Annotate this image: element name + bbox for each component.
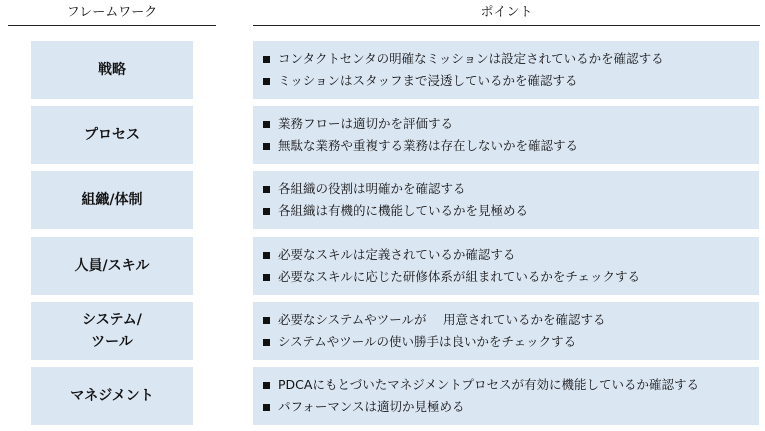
square-bullet-icon [263, 78, 270, 85]
point-item [263, 115, 759, 133]
points-systems-tools [253, 302, 759, 360]
square-bullet-icon [263, 143, 270, 150]
point-text: 各組織の役割は明確かを確認する [278, 181, 466, 196]
points-column-header: ポイント [253, 0, 760, 26]
point-item [263, 246, 759, 264]
square-bullet-icon [263, 317, 270, 324]
category-personnel-skills: 人員/スキル [31, 237, 193, 295]
points-personnel-skills [253, 237, 759, 295]
category-strategy: 戦略 [31, 41, 193, 99]
point-text: 必要なスキルに応じた研修体系が組まれているかをチェックする [278, 269, 641, 284]
point-text: パフォーマンスは適切か見極める [278, 399, 465, 414]
point-text: 各組織は有機的に機能しているかを見極める [278, 203, 529, 218]
square-bullet-icon [263, 208, 270, 215]
point-text: システムやツールの使い勝手は良いかをチェックする [278, 334, 577, 349]
table-row-process [0, 106, 765, 164]
square-bullet-icon [263, 186, 270, 193]
point-item [263, 180, 759, 198]
framework-column-header: フレームワーク [8, 0, 216, 26]
category-process: プロセス [31, 106, 193, 164]
points-management [253, 367, 759, 425]
points-strategy [253, 41, 759, 99]
point-text: 必要なシステムやツールが 用意されているかを確認する [278, 312, 606, 327]
table-row-strategy [0, 41, 765, 99]
point-text: コンタクトセンタの明確なミッションは設定されているかを確認する [278, 51, 664, 66]
point-item [263, 72, 759, 90]
category-systems-tools: システム/ ツール [31, 302, 193, 360]
point-item [263, 50, 759, 68]
category-organization: 組織/体制 [31, 171, 193, 229]
point-item [263, 268, 759, 286]
point-item [263, 311, 759, 329]
points-organization [253, 171, 759, 229]
square-bullet-icon [263, 404, 270, 411]
square-bullet-icon [263, 56, 270, 63]
square-bullet-icon [263, 339, 270, 346]
point-text: PDCAにもとづいたマネジメントプロセスが有効に機能しているか確認する [278, 377, 699, 392]
points-process [253, 106, 759, 164]
point-item [263, 398, 759, 416]
table-row-management [0, 367, 765, 425]
point-text: 必要なスキルは定義されているか確認する [278, 247, 516, 262]
point-text: ミッションはスタッフまで浸透しているかを確認する [278, 73, 578, 88]
point-text: 無駄な業務や重複する業務は存在しないかを確認する [278, 138, 579, 153]
point-item [263, 137, 759, 155]
square-bullet-icon [263, 252, 270, 259]
table-row-systems-tools [0, 302, 765, 360]
table-row-organization [0, 171, 765, 229]
point-item [263, 376, 759, 394]
point-item [263, 333, 759, 351]
point-item [263, 202, 759, 220]
point-text: 業務フローは適切かを評価する [278, 116, 454, 131]
table-row-personnel-skills [0, 237, 765, 295]
square-bullet-icon [263, 274, 270, 281]
square-bullet-icon [263, 382, 270, 389]
square-bullet-icon [263, 121, 270, 128]
category-management: マネジメント [31, 367, 193, 425]
